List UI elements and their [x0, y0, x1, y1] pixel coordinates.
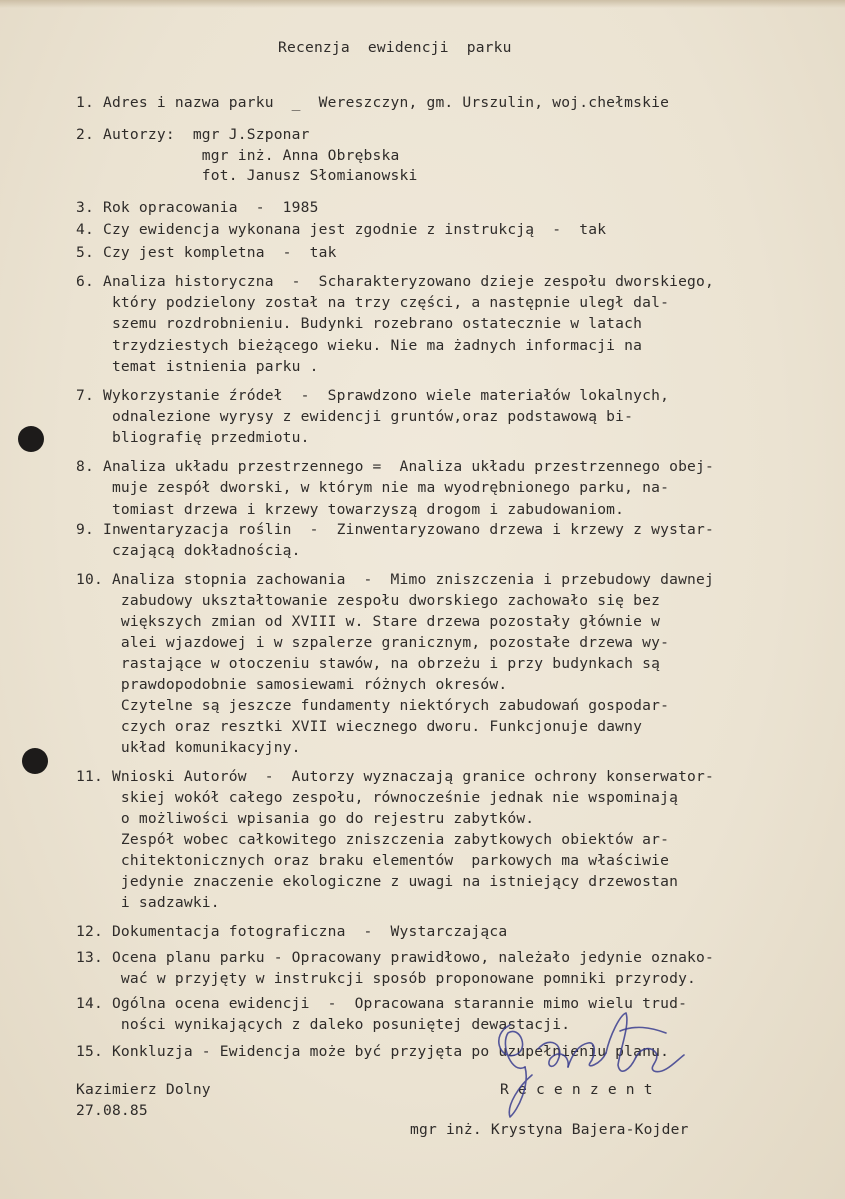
- document-title: Recenzja ewidencji parku: [278, 39, 512, 56]
- item-2-author-line: fot. Janusz Słomianowski: [76, 167, 418, 184]
- item-15-conclusion: 15. Konkluzja - Ewidencja może być przyjęta po uzupełnieniu planu.: [76, 1043, 670, 1060]
- item-8-layout: 8. Analiza układu przestrzennego = Analiza układu przestrzennego obej-: [76, 458, 715, 475]
- item-14-overall-line: ności wynikających z daleko posuniętej dewastacji.: [76, 1016, 571, 1033]
- item-10-preservation-line: zabudowy ukształtowanie zespołu dworskiego zachowało się bez: [76, 592, 661, 609]
- item-9-inventory: 9. Inwentaryzacja roślin - Zinwentaryzowano drzewa i krzewy z wystar-: [76, 521, 715, 538]
- handwritten-signature: [470, 1005, 710, 1125]
- item-6-history-line: temat istnienia parku .: [76, 358, 319, 375]
- item-9-inventory-line: czającą dokładnością.: [76, 542, 301, 559]
- item-10-preservation-line: rastające w otoczeniu stawów, na obrzeżu i przy budynkach są: [76, 655, 661, 672]
- date-label: 27.08.85: [76, 1102, 148, 1119]
- item-10-preservation-line: większych zmian od XVIII w. Stare drzewa pozostały głównie w: [76, 613, 661, 630]
- item-2-author-line: mgr inż. Anna Obrębska: [76, 147, 400, 164]
- item-6-history-line: który podzielony został na trzy części, a następnie uległ dal-: [76, 294, 670, 311]
- item-7-sources: 7. Wykorzystanie źródeł - Sprawdzono wiele materiałów lokalnych,: [76, 387, 670, 404]
- item-10-preservation-line: układ komunikacyjny.: [76, 739, 301, 756]
- reviewer-name: mgr inż. Krystyna Bajera-Kojder: [410, 1121, 689, 1138]
- place-label: Kazimierz Dolny: [76, 1081, 211, 1098]
- item-4-instruction: 4. Czy ewidencja wykonana jest zgodnie z instrukcją - tak: [76, 221, 607, 238]
- item-11-conclusions-line: jedynie znaczenie ekologiczne z uwagi na istniejący drzewostan: [76, 873, 679, 890]
- item-14-overall: 14. Ogólna ocena ewidencji - Opracowana starannie mimo wielu trud-: [76, 995, 688, 1012]
- item-13-plan: 13. Ocena planu parku - Opracowany prawidłowo, należało jedynie oznako-: [76, 949, 715, 966]
- item-12-photos: 12. Dokumentacja fotograficzna - Wystarczająca: [76, 923, 508, 940]
- item-5-complete: 5. Czy jest kompletna - tak: [76, 244, 337, 261]
- item-8-layout-line: muje zespół dworski, w którym nie ma wyodrębnionego parku, na-: [76, 479, 670, 496]
- item-11-conclusions-line: i sadzawki.: [76, 894, 220, 911]
- item-8-layout-line: tomiast drzewa i krzewy towarzyszą drogom i zabudowaniom.: [76, 501, 625, 518]
- item-13-plan-line: wać w przyjęty w instrukcji sposób proponowane pomniki przyrody.: [76, 970, 697, 987]
- item-11-conclusions-line: chitektonicznych oraz braku elementów parkowych ma właściwie: [76, 852, 670, 869]
- item-6-history-line: trzydziestych bieżącego wieku. Nie ma żadnych informacji na: [76, 337, 643, 354]
- punch-hole: [22, 748, 48, 774]
- item-11-conclusions-line: o możliwości wpisania go do rejestru zabytków.: [76, 810, 535, 827]
- paper-edge: [0, 0, 845, 8]
- item-10-preservation-line: czych oraz resztki XVII wiecznego dworu. Funkcjonuje dawny: [76, 718, 643, 735]
- item-6-history-line: szemu rozdrobnieniu. Budynki rozebrano ostatecznie w latach: [76, 315, 643, 332]
- punch-hole: [18, 426, 44, 452]
- item-10-preservation-line: prawdopodobnie samosiewami różnych okresów.: [76, 676, 508, 693]
- item-11-conclusions: 11. Wnioski Autorów - Autorzy wyznaczają granice ochrony konserwator-: [76, 768, 715, 785]
- item-10-preservation-line: Czytelne są jeszcze fundamenty niektórych zabudowań gospodar-: [76, 697, 670, 714]
- item-7-sources-line: odnalezione wyrysy z ewidencji gruntów,oraz podstawową bi-: [76, 408, 634, 425]
- item-7-sources-line: bliografię przedmiotu.: [76, 429, 310, 446]
- item-11-conclusions-line: skiej wokół całego zespołu, równocześnie jednak nie wspominają: [76, 789, 679, 806]
- item-10-preservation: 10. Analiza stopnia zachowania - Mimo zniszczenia i przebudowy dawnej: [76, 571, 715, 588]
- item-6-history: 6. Analiza historyczna - Scharakteryzowano dzieje zespołu dworskiego,: [76, 273, 715, 290]
- item-3-year: 3. Rok opracowania - 1985: [76, 199, 319, 216]
- item-11-conclusions-line: Zespół wobec całkowitego zniszczenia zabytkowych obiektów ar-: [76, 831, 670, 848]
- reviewer-label: R e c e n z e n t: [500, 1081, 653, 1098]
- item-1-address: 1. Adres i nazwa parku _ Wereszczyn, gm. Urszulin, woj.chełmskie: [76, 94, 670, 111]
- item-2-authors: 2. Autorzy: mgr J.Szponar: [76, 126, 310, 143]
- item-10-preservation-line: alei wjazdowej i w szpalerze granicznym, pozostałe drzewa wy-: [76, 634, 670, 651]
